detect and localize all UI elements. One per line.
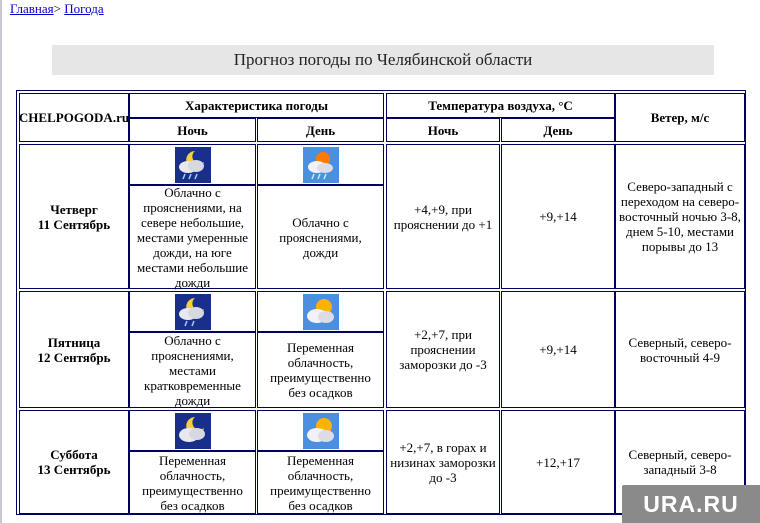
sun-cloud-icon — [303, 294, 339, 330]
weekday-label: Четверг — [50, 201, 98, 217]
cloud-moon-icon — [175, 413, 211, 449]
source-header: CHELPOGODA.ru — [19, 93, 129, 142]
page-left-border — [0, 0, 2, 523]
temp-day-header: День — [501, 118, 615, 142]
forecast-table — [16, 90, 746, 515]
forecast-day-cell — [19, 410, 129, 514]
night-weather-icon-cell — [129, 144, 256, 185]
weekday-label: Пятница — [47, 334, 101, 350]
date-label: 11 Сентябрь — [37, 216, 111, 232]
cloud-moon-rain-icon — [175, 294, 211, 330]
night-temperature: +4,+9, при прояснении до +1 — [386, 144, 500, 289]
day-temperature: +12,+17 — [501, 410, 615, 514]
sun-cloud-rain-icon — [303, 147, 339, 183]
forecast-day-cell — [19, 144, 129, 289]
weekday-label: Суббота — [50, 447, 98, 462]
cloud-moon-rain-icon — [175, 147, 211, 183]
date-label: 12 Сентябрь — [37, 349, 111, 365]
watermark-text: URA.RU — [643, 490, 739, 517]
weather-night-header: Ночь — [129, 118, 256, 142]
breadcrumb-home-link[interactable]: Главная — [10, 1, 54, 16]
breadcrumb-current-link[interactable]: Погода — [64, 1, 104, 16]
day-weather-icon-cell — [257, 410, 384, 451]
night-temperature: +2,+7, в горах и низинах заморозки до -3 — [386, 410, 500, 514]
date-label: 13 Сентябрь — [37, 462, 111, 477]
day-weather-icon-cell — [257, 291, 384, 332]
weather-day-header: День — [257, 118, 384, 142]
wind-description: Северный, северо-восточный 4-9 — [615, 291, 745, 408]
wind-description: Северный, северо-западный 3-8 — [615, 410, 745, 514]
sun-cloud-icon — [303, 413, 339, 449]
night-weather-description: Облачно с прояснениями, на севере небольшие, местами умеренные дожди, на юге местами небольшие дожди — [129, 185, 256, 289]
watermark-logo — [622, 485, 760, 523]
night-weather-icon-cell — [129, 410, 256, 451]
day-weather-description: Переменная облачность, преимущественно без осадков — [257, 332, 384, 408]
day-temperature: +9,+14 — [501, 291, 615, 408]
night-weather-description: Облачно с прояснениями, местами кратковременные дожди — [129, 332, 256, 408]
night-temperature: +2,+7, при прояснении заморозки до -3 — [386, 291, 500, 408]
night-weather-icon-cell — [129, 291, 256, 332]
forecast-day-cell — [19, 291, 129, 408]
day-temperature: +9,+14 — [501, 144, 615, 289]
wind-description: Северо-западный с переходом на северо-восточный ночью 3-8, днем 5-10, местами порывы до 13 — [615, 144, 745, 289]
wind-header: Ветер, м/с — [615, 93, 745, 142]
temperature-header: Температура воздуха, °С — [386, 93, 615, 118]
night-weather-description: Переменная облачность, преимущественно без осадков — [129, 451, 256, 514]
weather-header: Характеристика погоды — [129, 93, 384, 118]
day-weather-icon-cell — [257, 144, 384, 185]
temp-night-header: Ночь — [386, 118, 500, 142]
day-weather-description: Переменная облачность, преимущественно без осадков — [257, 451, 384, 514]
breadcrumb-separator: > — [53, 1, 61, 16]
page-title: Прогноз погоды по Челябинской области — [52, 45, 714, 75]
day-weather-description: Облачно с прояснениями, дожди — [257, 185, 384, 289]
breadcrumb — [10, 1, 104, 17]
